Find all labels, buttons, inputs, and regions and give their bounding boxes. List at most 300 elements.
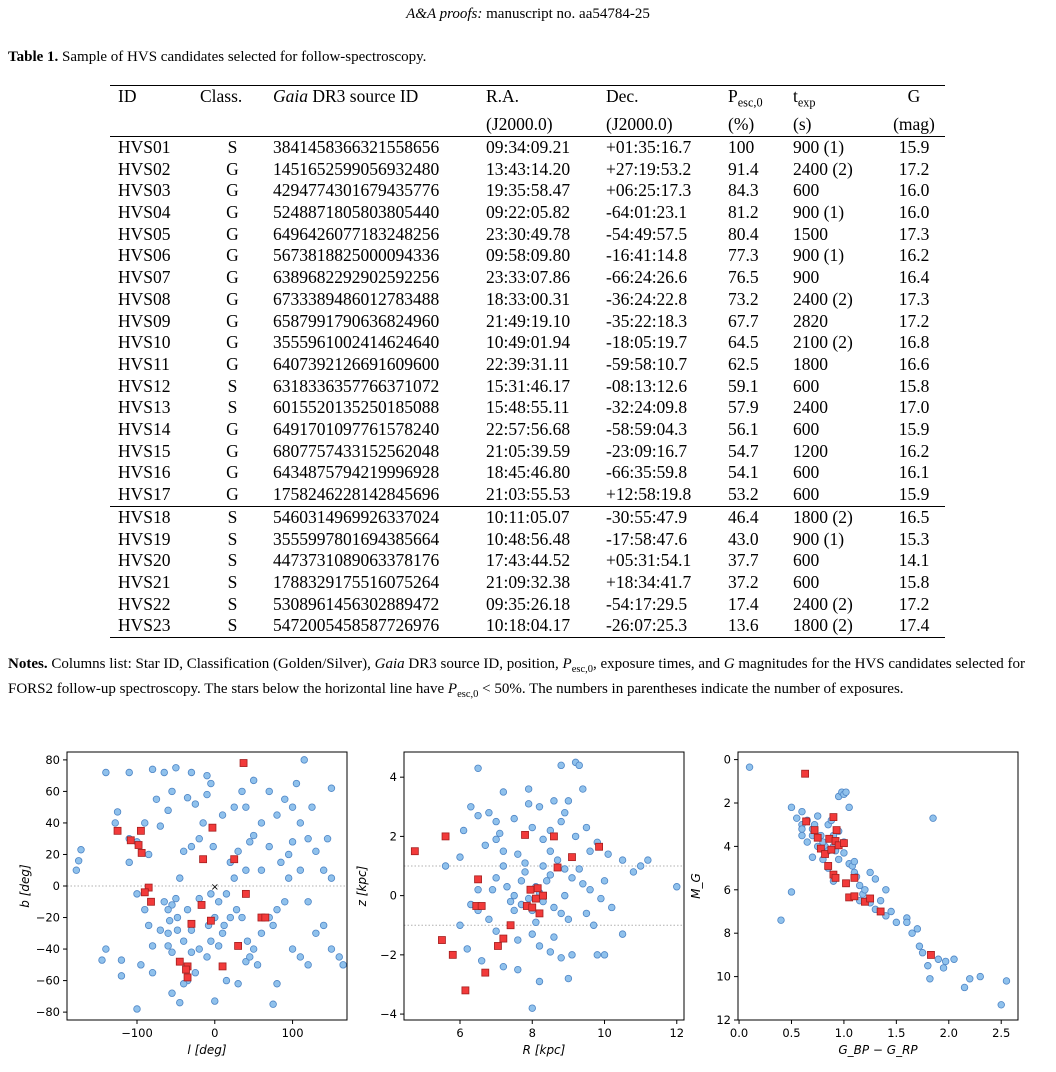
blue-circle-point xyxy=(169,990,176,997)
cell-texp: 1200 xyxy=(793,440,828,461)
blue-circle-point xyxy=(888,908,895,915)
blue-circle-point xyxy=(500,789,507,796)
red-square-point xyxy=(527,886,534,893)
blue-circle-point xyxy=(149,969,156,976)
blue-circle-point xyxy=(274,980,281,987)
blue-circle-point xyxy=(134,1006,141,1013)
cell-class: S xyxy=(227,375,238,396)
blue-circle-point xyxy=(165,943,172,950)
scatter-figure-svg xyxy=(0,745,1056,1067)
red-square-point xyxy=(867,895,874,902)
table-row xyxy=(110,136,945,158)
blue-circle-point xyxy=(208,938,215,945)
cell-dec: -36:24:22.8 xyxy=(606,288,688,309)
blue-circle-point xyxy=(583,910,590,917)
cell-id: HVS22 xyxy=(118,593,171,614)
cell-ra: 22:57:56.68 xyxy=(486,419,571,440)
blue-circle-point xyxy=(126,769,133,776)
blue-circle-point xyxy=(297,954,304,961)
col-texp xyxy=(785,86,875,115)
blue-circle-point xyxy=(804,839,811,846)
blue-circle-point xyxy=(75,857,82,864)
red-square-point xyxy=(522,831,529,838)
cell-dec: -54:17:29.5 xyxy=(606,593,688,614)
blue-circle-point xyxy=(511,892,518,899)
blue-circle-point xyxy=(161,769,168,776)
col-gaia xyxy=(265,86,478,115)
red-square-point xyxy=(554,864,561,871)
blue-circle-point xyxy=(561,892,568,899)
blue-circle-point xyxy=(188,927,195,934)
blue-circle-point xyxy=(278,859,285,866)
blue-circle-point xyxy=(196,895,203,902)
cell-dec: -08:13:12.6 xyxy=(606,375,688,396)
cell-pesc: 62.5 xyxy=(728,353,759,374)
x-tick-label: 0.5 xyxy=(782,1026,801,1040)
cell-pesc: 57.9 xyxy=(728,397,759,418)
table-row xyxy=(110,484,945,506)
cell-dec: -64:01:23.1 xyxy=(606,202,688,223)
blue-circle-point xyxy=(184,906,191,913)
red-square-point xyxy=(135,842,142,849)
cell-g: 15.9 xyxy=(898,419,930,440)
blue-circle-point xyxy=(180,980,187,987)
journal-name: A&A proofs: xyxy=(406,6,483,22)
blue-circle-point xyxy=(916,943,923,950)
blue-circle-point xyxy=(243,867,250,874)
blue-circle-point xyxy=(174,914,181,921)
blue-circle-point xyxy=(576,866,583,873)
blue-circle-point xyxy=(862,886,869,893)
blue-circle-point xyxy=(442,863,449,870)
blue-circle-point xyxy=(180,938,187,945)
blue-circle-point xyxy=(112,820,119,827)
cell-id: HVS06 xyxy=(118,245,171,266)
blue-circle-point xyxy=(673,883,680,890)
cell-pesc: 37.7 xyxy=(728,550,759,571)
red-square-point xyxy=(927,951,934,958)
cell-pesc: 84.3 xyxy=(728,180,759,201)
red-square-point xyxy=(475,876,482,883)
cell-ra: 09:34:09.21 xyxy=(486,136,571,157)
blue-circle-point xyxy=(204,791,211,798)
col-texp-main: t xyxy=(793,86,798,106)
blue-circle-point xyxy=(525,786,532,793)
blue-circle-point xyxy=(250,946,257,953)
cell-ra: 10:48:56.48 xyxy=(486,528,571,549)
blue-circle-point xyxy=(841,850,848,857)
blue-circle-point xyxy=(223,977,230,984)
blue-circle-point xyxy=(285,851,292,858)
table-row xyxy=(110,202,945,224)
red-square-point xyxy=(843,880,850,887)
blue-circle-point xyxy=(210,843,217,850)
cell-gaia-id: 4473731089063378176 xyxy=(273,550,440,571)
cell-pesc: 13.6 xyxy=(720,615,785,637)
cell-texp: 600 xyxy=(793,462,820,483)
cell-gaia-id: 6491701097761578240 xyxy=(273,419,440,440)
cell-g: 16.6 xyxy=(898,353,930,374)
red-square-point xyxy=(148,898,155,905)
blue-circle-point xyxy=(580,786,587,793)
cell-pesc: 77.3 xyxy=(728,245,759,266)
cell-class: S xyxy=(192,506,265,528)
cell-gaia-id: 4294774301679435776 xyxy=(273,180,440,201)
cell-g: 17.0 xyxy=(898,397,930,418)
table-row xyxy=(110,289,945,311)
blue-circle-point xyxy=(569,952,576,959)
x-tick-label: 1.5 xyxy=(887,1026,906,1040)
cell-id: HVS18 xyxy=(110,506,192,528)
cell-dec: -59:58:10.7 xyxy=(606,353,688,374)
red-square-point xyxy=(138,849,145,856)
table-row xyxy=(110,159,945,181)
blue-circle-point xyxy=(239,788,246,795)
blue-circle-point xyxy=(925,962,932,969)
red-square-point xyxy=(500,935,507,942)
blue-circle-point xyxy=(601,952,608,959)
cell-dec: -17:58:47.6 xyxy=(606,528,688,549)
y-tick-label: 20 xyxy=(45,847,60,862)
cell-texp: 2400 xyxy=(793,397,828,418)
table-row xyxy=(110,224,945,246)
blue-circle-point xyxy=(551,904,558,911)
red-square-point xyxy=(534,885,541,892)
red-square-point xyxy=(411,848,418,855)
cell-texp: 600 xyxy=(793,419,820,440)
blue-circle-point xyxy=(141,820,148,827)
blue-circle-point xyxy=(814,813,821,820)
y-tick-label: 12 xyxy=(716,1013,731,1027)
blue-circle-point xyxy=(565,798,572,805)
cell-id: HVS13 xyxy=(118,397,171,418)
blue-circle-point xyxy=(515,966,522,973)
blue-circle-point xyxy=(529,931,536,938)
blue-circle-point xyxy=(103,946,110,953)
blue-circle-point xyxy=(637,863,644,870)
red-square-point xyxy=(184,974,191,981)
blue-circle-point xyxy=(223,891,230,898)
blue-circle-point xyxy=(169,949,176,956)
cell-texp: 600 xyxy=(793,571,820,592)
cell-gaia-id: 6807757433152562048 xyxy=(273,440,440,461)
red-square-point xyxy=(209,824,216,831)
red-square-point xyxy=(235,942,242,949)
blue-circle-point xyxy=(165,906,172,913)
x-axis-label: R [kpc] xyxy=(522,1043,566,1057)
table-row xyxy=(110,180,945,202)
cell-class: S xyxy=(227,397,238,418)
gc-marker: × xyxy=(210,882,219,893)
col-ra: R.A. xyxy=(478,86,598,115)
blue-circle-point xyxy=(145,922,152,929)
x-tick-label: 8 xyxy=(528,1026,536,1040)
blue-circle-point xyxy=(809,854,816,861)
cell-pesc: 17.4 xyxy=(728,593,759,614)
red-square-point xyxy=(832,874,839,881)
blue-circle-point xyxy=(235,848,242,855)
table-row xyxy=(110,550,945,572)
cell-texp: 900 (1) xyxy=(793,202,845,223)
blue-circle-point xyxy=(157,927,164,934)
y-tick-label: 8 xyxy=(723,926,731,941)
blue-circle-point xyxy=(457,922,464,929)
cell-pesc: 37.2 xyxy=(728,571,759,592)
cell-pesc: 81.2 xyxy=(728,202,759,223)
notes-p-2: P xyxy=(447,680,458,697)
col-dec: Dec. xyxy=(598,86,720,115)
cell-g: 16.1 xyxy=(898,462,930,483)
blue-circle-point xyxy=(200,820,207,827)
cell-g: 14.1 xyxy=(898,550,930,571)
cell-pesc: 54.1 xyxy=(728,462,759,483)
blue-circle-point xyxy=(998,1002,1005,1009)
blue-circle-point xyxy=(274,906,281,913)
notes-text-2: DR3 source ID, position, xyxy=(408,656,559,672)
cell-gaia-id: 6733389486012783488 xyxy=(273,288,440,309)
red-square-point xyxy=(141,889,148,896)
cell-pesc: 46.4 xyxy=(720,506,785,528)
blue-circle-point xyxy=(180,848,187,855)
blue-circle-point xyxy=(173,895,180,902)
cell-dec: -66:24:26.6 xyxy=(606,267,688,288)
table-row xyxy=(110,267,945,289)
blue-circle-point xyxy=(551,934,558,941)
table-row xyxy=(110,506,945,528)
cell-pesc: 91.4 xyxy=(728,158,759,179)
blue-circle-point xyxy=(231,804,238,811)
axes-frame xyxy=(404,752,684,1020)
blue-circle-point xyxy=(558,818,565,825)
x-tick-label: 10 xyxy=(597,1026,612,1040)
blue-circle-point xyxy=(536,803,543,810)
cell-texp: 2400 (2) xyxy=(793,288,853,309)
red-square-point xyxy=(442,833,449,840)
cell-g: 15.9 xyxy=(898,136,930,157)
blue-circle-point xyxy=(211,998,218,1005)
blue-circle-point xyxy=(258,820,265,827)
blue-circle-point xyxy=(533,919,540,926)
blue-circle-point xyxy=(174,927,181,934)
blue-circle-point xyxy=(141,906,148,913)
blue-circle-point xyxy=(475,765,482,772)
cell-gaia-id: 3555961002414624640 xyxy=(273,332,440,353)
cell-ra: 10:18:04.17 xyxy=(478,615,598,637)
red-square-point xyxy=(550,833,557,840)
blue-circle-point xyxy=(608,904,615,911)
cell-pesc: 73.2 xyxy=(728,288,759,309)
cell-pesc: 64.5 xyxy=(728,332,759,353)
blue-circle-point xyxy=(289,946,296,953)
blue-circle-point xyxy=(134,891,141,898)
cell-gaia-id: 5472005458587726976 xyxy=(265,615,478,637)
x-tick-label: 12 xyxy=(669,1026,685,1040)
red-square-point xyxy=(242,890,249,897)
x-tick-label: 100 xyxy=(281,1026,304,1040)
cell-g: 17.3 xyxy=(898,288,930,309)
cell-gaia-id: 1451652599056932480 xyxy=(273,158,440,179)
blue-circle-point xyxy=(500,863,507,870)
blue-circle-point xyxy=(554,857,561,864)
cell-dec: -35:22:18.3 xyxy=(606,310,688,331)
blue-circle-point xyxy=(496,830,503,837)
blue-circle-point xyxy=(149,943,156,950)
col-pesc xyxy=(720,86,785,115)
table-row xyxy=(110,419,945,441)
x-tick-label: 1.0 xyxy=(834,1026,854,1040)
cell-texp: 900 (1) xyxy=(793,245,845,266)
notes-text-4: magnitudes for the HVS candidates selected for FORS2 follow-up spectroscopy. The stars below the horizontal line have xyxy=(8,656,1025,697)
cell-ra: 13:43:14.20 xyxy=(486,158,571,179)
blue-circle-point xyxy=(940,965,947,972)
table-row xyxy=(110,572,945,594)
blue-circle-point xyxy=(204,772,211,779)
header-unit-row xyxy=(110,114,945,136)
blue-circle-point xyxy=(169,788,176,795)
cell-gaia-id: 6318336357766371072 xyxy=(273,375,440,396)
cell-texp: 1500 xyxy=(793,223,828,244)
blue-circle-point xyxy=(799,826,806,833)
cell-texp: 1800 xyxy=(793,353,828,374)
blue-circle-point xyxy=(274,812,281,819)
cell-gaia-id: 6434875794219996928 xyxy=(273,462,440,483)
y-tick-label: 4 xyxy=(723,839,731,854)
manuscript-number: manuscript no. aa54784-25 xyxy=(486,6,650,22)
red-square-point xyxy=(596,843,603,850)
blue-circle-point xyxy=(320,922,327,929)
blue-circle-point xyxy=(551,798,558,805)
blue-circle-point xyxy=(258,867,265,874)
blue-circle-point xyxy=(525,895,532,902)
cell-gaia-id: 5460314969926337024 xyxy=(265,506,478,528)
table-notes xyxy=(8,655,1053,704)
cell-gaia-id: 5248871805803805440 xyxy=(273,202,440,223)
table-row xyxy=(110,615,945,637)
blue-circle-point xyxy=(977,973,984,980)
cell-gaia-id: 1788329175516075264 xyxy=(273,571,440,592)
blue-circle-point xyxy=(536,943,543,950)
table-caption xyxy=(8,49,426,66)
col-pesc-unit: (%) xyxy=(720,114,785,136)
blue-circle-point xyxy=(493,875,500,882)
blue-circle-point xyxy=(328,946,335,953)
blue-circle-point xyxy=(872,876,879,883)
cell-gaia-id: 1758246228142845696 xyxy=(273,484,440,505)
red-square-point xyxy=(540,892,547,899)
red-square-point xyxy=(482,969,489,976)
blue-circle-point xyxy=(935,956,942,963)
blue-circle-point xyxy=(118,957,125,964)
cell-ra: 23:33:07.86 xyxy=(486,267,571,288)
y-tick-label: −4 xyxy=(380,1007,397,1022)
cell-class: S xyxy=(227,571,238,592)
cell-dec: -23:09:16.7 xyxy=(606,440,688,461)
blue-circle-point xyxy=(297,867,304,874)
notes-gaia: Gaia xyxy=(374,656,405,672)
blue-circle-point xyxy=(493,928,500,935)
blue-circle-point xyxy=(157,823,164,830)
cell-g: 16.2 xyxy=(898,440,930,461)
blue-circle-point xyxy=(966,975,973,982)
table-row xyxy=(110,332,945,354)
cell-gaia-id: 6587991790636824960 xyxy=(273,310,440,331)
cell-dec: -32:24:09.8 xyxy=(606,397,688,418)
red-square-point xyxy=(188,920,195,927)
red-square-point xyxy=(877,908,884,915)
blue-circle-point xyxy=(904,919,911,926)
table-row xyxy=(110,376,945,398)
blue-circle-point xyxy=(250,777,257,784)
cell-class: G xyxy=(226,245,239,266)
cell-id: HVS17 xyxy=(118,484,171,505)
red-square-point xyxy=(536,910,543,917)
blue-circle-point xyxy=(1003,978,1010,985)
cell-texp: 600 xyxy=(793,375,820,396)
blue-circle-point xyxy=(927,975,934,982)
cell-g: 17.2 xyxy=(898,158,930,179)
cell-gaia-id: 5673818825000094336 xyxy=(273,245,440,266)
figure-scatter-panels xyxy=(0,745,1056,1067)
blue-circle-point xyxy=(219,812,226,819)
red-square-point xyxy=(114,827,121,834)
cell-id: HVS08 xyxy=(118,288,171,309)
notes-g: G xyxy=(723,656,735,672)
blue-circle-point xyxy=(630,869,637,876)
blue-circle-point xyxy=(529,824,536,831)
cell-id: HVS10 xyxy=(118,332,171,353)
cell-class: G xyxy=(226,158,239,179)
col-ra-unit: (J2000.0) xyxy=(478,114,598,136)
notes-text-3: , exposure times, and xyxy=(593,656,721,672)
blue-circle-point xyxy=(166,917,173,924)
blue-circle-point xyxy=(536,978,543,985)
cell-g: 16.0 xyxy=(898,202,930,223)
blue-circle-point xyxy=(799,808,806,815)
blue-circle-point xyxy=(914,926,921,933)
blue-circle-point xyxy=(493,818,500,825)
blue-circle-point xyxy=(165,807,172,814)
blue-circle-point xyxy=(547,848,554,855)
notes-text-1: Columns list: Star ID, Classification (Golden/Silver), xyxy=(51,656,371,672)
blue-circle-point xyxy=(504,883,511,890)
cell-ra: 23:30:49.78 xyxy=(486,223,571,244)
cell-dec: -26:07:25.3 xyxy=(598,615,720,637)
blue-circle-point xyxy=(522,860,529,867)
red-square-point xyxy=(532,895,539,902)
blue-circle-point xyxy=(576,762,583,769)
blue-circle-point xyxy=(587,886,594,893)
blue-circle-point xyxy=(565,916,572,923)
blue-circle-point xyxy=(188,949,195,956)
cell-ra: 15:48:55.11 xyxy=(486,397,570,418)
blue-circle-point xyxy=(184,794,191,801)
cell-gaia-id: 6496426077183248256 xyxy=(273,223,440,244)
blue-circle-point xyxy=(598,895,605,902)
notes-psub-2: esc,0 xyxy=(457,688,479,700)
y-tick-label: 6 xyxy=(723,882,731,897)
cell-texp: 900 xyxy=(793,267,820,288)
red-square-point xyxy=(840,840,847,847)
red-square-point xyxy=(240,760,247,767)
cell-dec: -54:49:57.5 xyxy=(606,223,688,244)
cell-pesc: 67.7 xyxy=(728,310,759,331)
blue-circle-point xyxy=(305,962,312,969)
scatter-panel-2 xyxy=(355,752,684,1057)
y-tick-label: −20 xyxy=(35,910,60,925)
blue-circle-point xyxy=(951,956,958,963)
y-axis-label: b [deg] xyxy=(18,864,32,908)
cell-g: 17.3 xyxy=(898,223,930,244)
